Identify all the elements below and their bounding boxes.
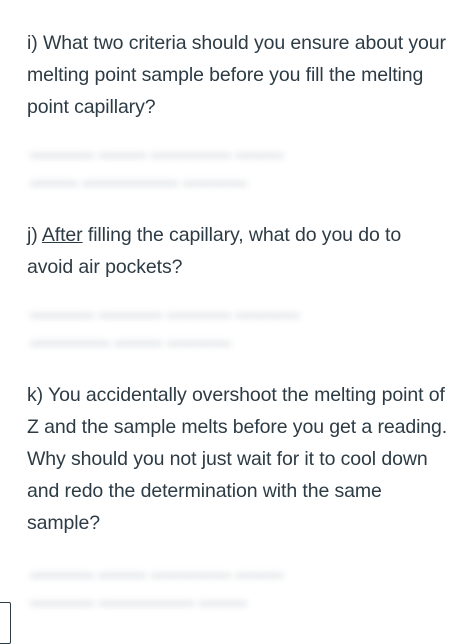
question-i-text: i) What two criteria should you ensure about your melting point sample before you fill the melting point capillary? (27, 32, 446, 118)
question-j-underlined-word: After (41, 224, 83, 246)
answer-area-i[interactable] (30, 140, 410, 196)
answer-area-j[interactable] (30, 300, 410, 356)
question-j-rest: filling the capillary, what do you do to avoid air pockets? (27, 224, 402, 278)
question-j (27, 219, 452, 283)
answer-placeholder-line: ▬▬▬▬▬ ▬▬▬ ▬▬▬▬ (30, 333, 231, 350)
answer-placeholder-line: ▬▬▬▬ ▬▬▬ ▬▬▬▬▬ ▬▬▬ (30, 565, 284, 582)
answer-placeholder-line: ▬▬▬▬ ▬▬▬ ▬▬▬▬▬ ▬▬▬ (30, 145, 284, 162)
question-j-prefix: j) (27, 224, 42, 246)
answer-placeholder-line: ▬▬▬▬ ▬▬▬▬▬▬ ▬▬▬ (30, 593, 247, 610)
question-i (27, 27, 452, 123)
answer-area-k[interactable] (30, 560, 410, 616)
sidebar-edge-box (0, 602, 11, 644)
question-k (27, 379, 452, 539)
answer-placeholder-line: ▬▬▬▬ ▬▬▬▬ ▬▬▬▬ ▬▬▬▬ (30, 305, 300, 322)
answer-placeholder-line: ▬▬▬ ▬▬▬▬▬▬ ▬▬▬▬ (30, 173, 247, 190)
question-k-text: k) You accidentally overshoot the melting point of Z and the sample melts before you get a reading. Why should you not just wait for it to cool down and redo the determination with the same sample? (27, 384, 448, 534)
